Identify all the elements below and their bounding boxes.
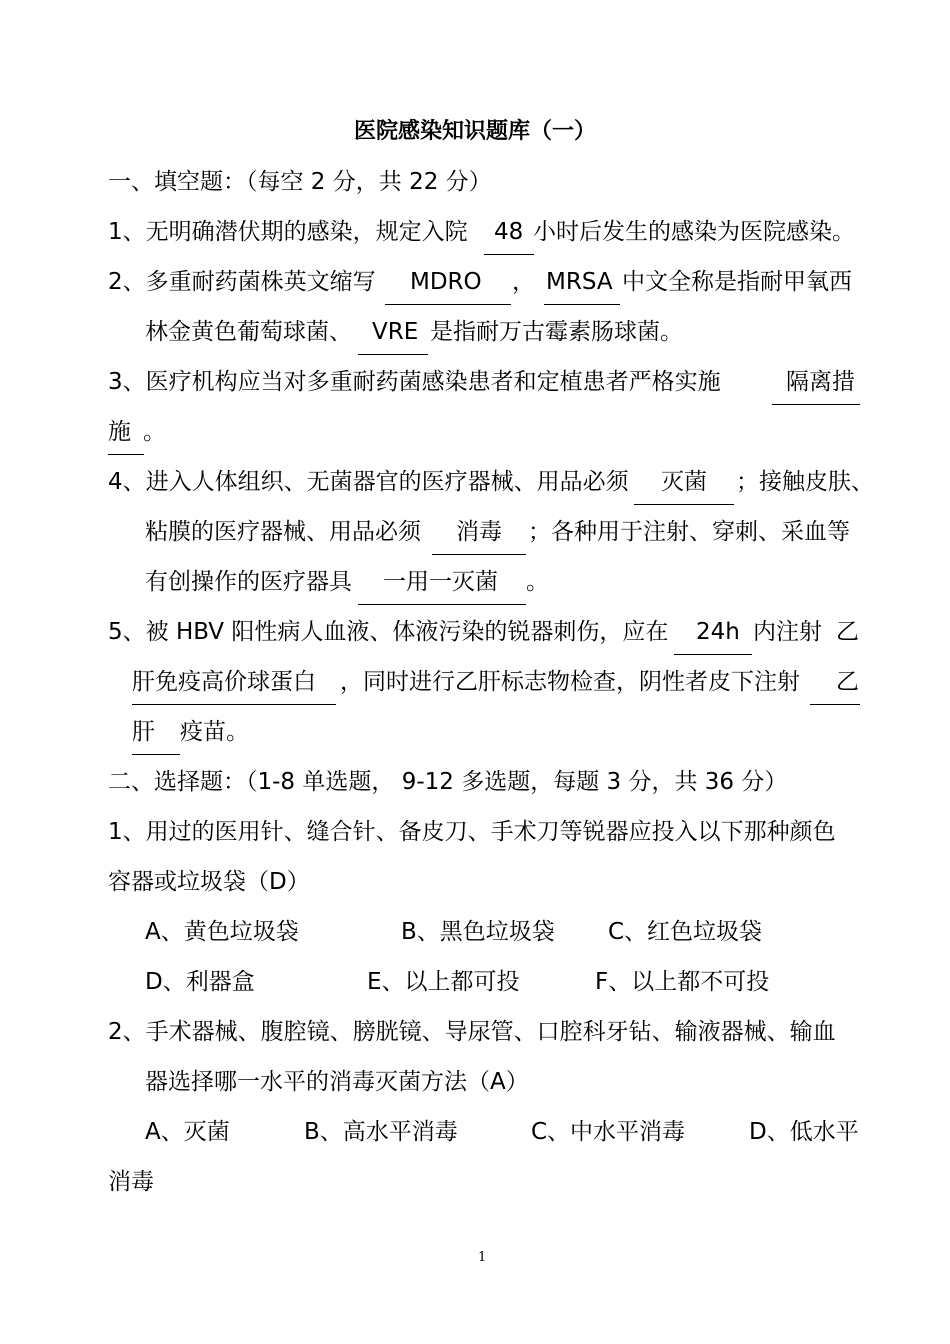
q5-text-b: 内注射	[753, 619, 822, 645]
q4-text-c: 粘膜的医疗器械、用品必须	[145, 519, 421, 545]
section-1-heading: 一、填空题：（每空 2 分，共 22 分）	[108, 169, 492, 195]
q5-underline-3	[810, 704, 860, 705]
q2-answer-2: MRSA	[546, 269, 613, 295]
q2-text-b: 中文全称是指耐甲氧西	[622, 269, 852, 295]
c1-option-e: E、以上都可投	[367, 969, 520, 995]
q4-text-d: ；各种用于注射、穿刺、采血等	[528, 519, 850, 545]
page-title: 医院感染知识题库（一）	[354, 119, 597, 144]
q2-text-c: 林金黄色葡萄球菌、	[145, 319, 352, 345]
c2-option-a: A、灭菌	[145, 1119, 230, 1145]
q4-underline-1	[634, 504, 734, 505]
c1-line-1: 1、用过的医用针、缝合针、备皮刀、手术刀等锐器应投入以下那种颜色	[108, 819, 836, 845]
q4-answer-2: 消毒	[456, 519, 502, 545]
q5-answer-1: 24h	[696, 619, 740, 645]
q5-underline-1	[674, 654, 752, 655]
q3-text-b: 。	[143, 419, 166, 445]
q5-answer-3b: 肝	[132, 719, 155, 745]
c1-option-d: D、利器盒	[145, 969, 255, 995]
q3-underline-2	[108, 454, 144, 455]
q3-underline-1	[772, 404, 860, 405]
c2-line-2: 器选择哪一水平的消毒灭菌方法（A）	[145, 1069, 529, 1095]
q5-text-d: 疫苗。	[180, 719, 249, 745]
q3-answer-a: 隔离措	[786, 369, 855, 395]
c2-line-1: 2、手术器械、腹腔镜、膀胱镜、导尿管、口腔科牙钻、输液器械、输血	[108, 1019, 836, 1045]
c1-option-b: B、黑色垃圾袋	[401, 919, 555, 945]
q5-underline-4	[132, 754, 180, 755]
q4-text-e: 有创操作的医疗器具	[145, 569, 352, 595]
q4-underline-2	[432, 554, 526, 555]
c1-option-f: F、以上都不可投	[595, 969, 770, 995]
q4-answer-1: 灭菌	[661, 469, 707, 495]
c1-option-c: C、红色垃圾袋	[608, 919, 763, 945]
q5-text-c: ，同时进行乙肝标志物检查，阴性者皮下注射	[340, 669, 800, 695]
q5-answer-2a: 乙	[836, 619, 859, 645]
q2-underline-3	[358, 354, 428, 355]
c2-option-d-wrap: 消毒	[108, 1169, 154, 1195]
q4-answer-3: 一用一灭菌	[383, 569, 498, 595]
q5-underline-2	[132, 704, 336, 705]
q1-text-a: 1、无明确潜伏期的感染，规定入院	[108, 219, 468, 245]
c1-line-2: 容器或垃圾袋（D）	[108, 869, 310, 895]
q3-answer-b: 施	[108, 419, 131, 445]
q4-text-b: ；接触皮肤、	[736, 469, 874, 495]
q3-text-a: 3、医疗机构应当对多重耐药菌感染患者和定植患者严格实施	[108, 369, 721, 395]
q2-answer-3: VRE	[372, 319, 419, 345]
q1-answer: 48	[494, 219, 524, 245]
q4-text-f: 。	[526, 569, 549, 595]
q2-text-a: 2、多重耐药菌株英文缩写	[108, 269, 376, 295]
q5-answer-3a: 乙	[836, 669, 859, 695]
c1-option-a: A、黄色垃圾袋	[145, 919, 299, 945]
q2-text-d: 是指耐万古霉素肠球菌。	[430, 319, 683, 345]
page-number: 1	[478, 1250, 487, 1265]
q4-text-a: 4、进入人体组织、无菌器官的医疗器械、用品必须	[108, 469, 629, 495]
q5-answer-2b: 肝免疫高价球蛋白	[132, 669, 316, 695]
section-2-heading: 二、选择题：（1-8 单选题， 9-12 多选题，每题 3 分，共 36 分）	[108, 769, 788, 795]
q2-underline-1	[385, 304, 511, 305]
c2-option-d: D、低水平	[749, 1119, 859, 1145]
q4-underline-3	[358, 604, 526, 605]
q2-answer-1: MDRO	[410, 269, 482, 295]
q1-underline	[484, 254, 534, 255]
q2-underline-2	[544, 304, 620, 305]
q2-comma: ，	[512, 269, 535, 295]
c2-option-c: C、中水平消毒	[531, 1119, 686, 1145]
c2-option-b: B、高水平消毒	[304, 1119, 458, 1145]
q5-text-a: 5、被 HBV 阳性病人血液、体液污染的锐器刺伤，应在	[108, 619, 669, 645]
q1-text-b: 小时后发生的感染为医院感染。	[533, 219, 855, 245]
